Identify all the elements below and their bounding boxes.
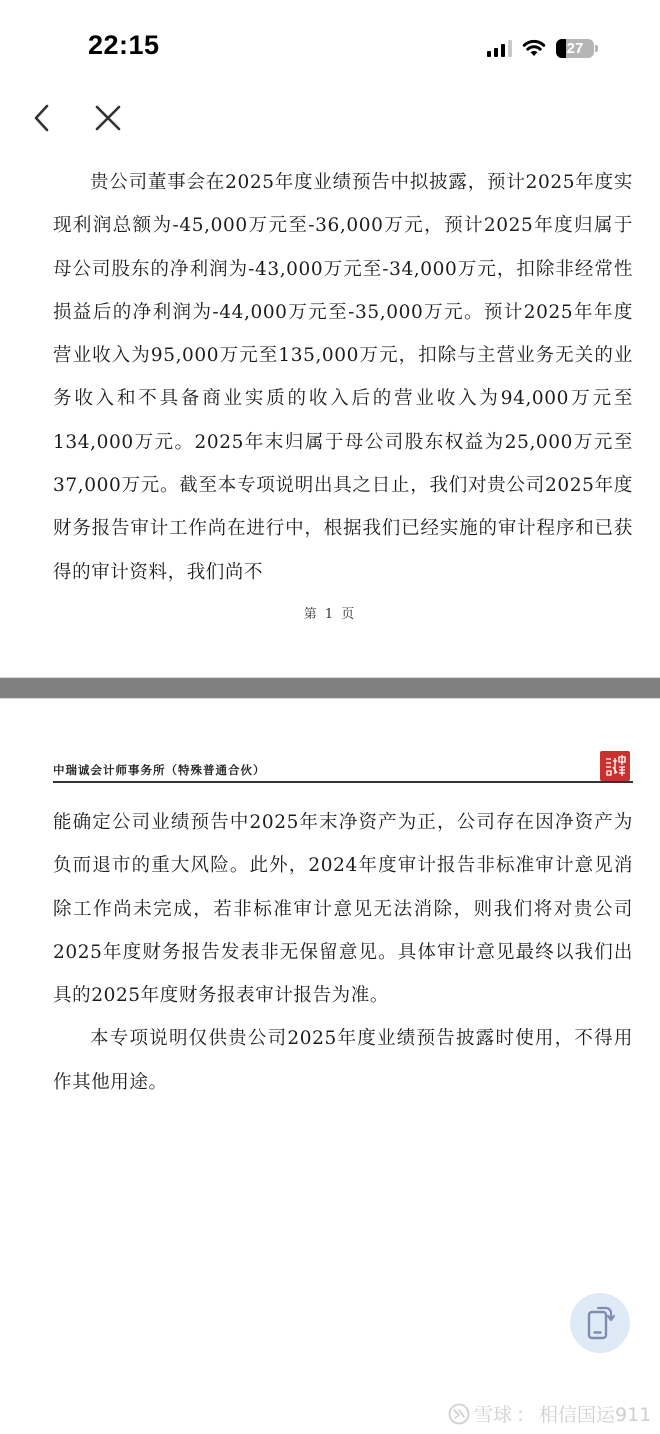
status-bar bbox=[0, 0, 660, 90]
document-page-1 bbox=[0, 140, 660, 677]
back-button[interactable] bbox=[24, 100, 60, 136]
watermark-brand: 雪球 bbox=[474, 1404, 513, 1426]
paragraph: 本专项说明仅供贵公司2025年度业绩预告披露时使用，不得用作其他用途。 bbox=[53, 1028, 633, 1093]
battery-icon bbox=[556, 39, 594, 58]
watermark-user: 相信国运911 bbox=[539, 1404, 652, 1426]
page-2-body bbox=[53, 801, 633, 1104]
status-time: 22:15 bbox=[88, 30, 160, 60]
page-1-body bbox=[53, 161, 633, 594]
status-icons bbox=[487, 36, 598, 60]
watermark bbox=[448, 1400, 651, 1427]
close-icon bbox=[94, 104, 122, 132]
rotate-screen-icon bbox=[583, 1304, 617, 1342]
watermark-separator: ： bbox=[516, 1404, 536, 1426]
seal-glyph-icon bbox=[602, 753, 628, 779]
battery-indicator bbox=[556, 39, 598, 58]
paragraph: 贵公司董事会在2025年度业绩预告中拟披露，预计2025年度实现利润总额为-45,000万元至-36,000万元，预计2025年度归属于母公司股东的净利润为-43,000万元至-34,000万元，扣除非经常性损益后的净利润为-44,000万元至-35,000万元。预计2025年年度营业收入为95,000万元至135,000万元，扣除与主营业务无关的业务收入和不具备商业实质的收入后的营业收入为94,000万元至134,000万元。2025年末归属于母公司股东权益为25,000万元至37,000万元。截至本专项说明出具之日止，我们对贵公司2025年度财务报告审计工作尚在进行中，根据我们已经实施的审计程序和已获得的审计资料，我们尚不 bbox=[53, 172, 633, 583]
firm-seal-logo bbox=[600, 751, 630, 781]
cellular-signal-icon bbox=[487, 40, 512, 57]
battery-level: 27 bbox=[566, 39, 584, 57]
chevron-left-icon bbox=[32, 103, 52, 133]
firm-name: 中瑞诚会计师事务所（特殊普通合伙） bbox=[53, 763, 266, 777]
rotate-screen-button[interactable] bbox=[570, 1293, 630, 1353]
page-number: 第 1 页 bbox=[303, 607, 357, 622]
firm-header bbox=[53, 759, 633, 783]
page-separator bbox=[0, 677, 660, 699]
wifi-icon bbox=[522, 39, 546, 57]
nav-bar bbox=[0, 96, 660, 140]
xueqiu-logo-icon bbox=[448, 1403, 470, 1425]
paragraph: 能确定公司业绩预告中2025年末净资产为正，公司存在因净资产为负而退市的重大风险。此外，2024年度审计报告非标准审计意见消除工作尚未完成，若非标准审计意见无法消除，则我们将对贵公司2025年度财务报告发表非无保留意见。具体审计意见最终以我们出具的2025年度财务报表审计报告为准。 bbox=[53, 812, 633, 1007]
document-page-2 bbox=[0, 699, 660, 1434]
close-button[interactable] bbox=[90, 100, 126, 136]
